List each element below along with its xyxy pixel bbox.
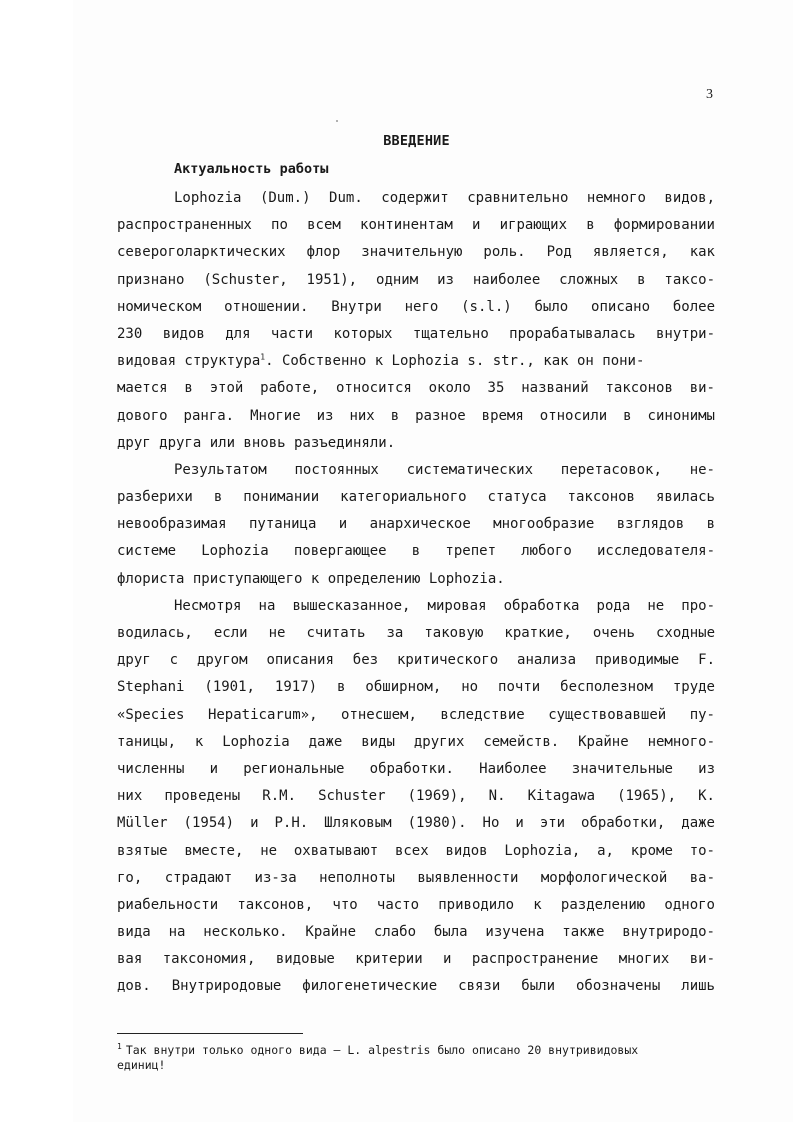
page-number: 3 bbox=[706, 87, 713, 102]
text-line: риабельности таксонов, что часто приводило к разделению одного bbox=[117, 896, 715, 913]
text-line: дов. Внутриродовые филогенетические связи были обозначены лишь bbox=[117, 978, 715, 995]
subsection-heading: Актуальность работы bbox=[174, 161, 329, 177]
text-line: «Species Hepaticarum», отнесшем, вследствие существовавшей пу- bbox=[117, 706, 715, 723]
text-fragment: видовая структура bbox=[117, 353, 261, 370]
text-line bbox=[117, 348, 715, 375]
text-line: невообразимая путаница и анархическое многообразие взглядов в bbox=[117, 516, 715, 533]
text-line: североголарктических флор значительную роль. Род является, как bbox=[117, 244, 715, 261]
footnote-reference: 1 bbox=[260, 352, 266, 362]
text-fragment: . Собственно к Lophozia s. str., как он пони- bbox=[265, 353, 645, 370]
text-line: вая таксономия, видовые критерии и распространение многих ви- bbox=[117, 951, 715, 968]
footnote-mark: 1 bbox=[117, 1042, 122, 1052]
text-line: друг друга или вновь разъединяли. bbox=[117, 434, 396, 451]
text-line: 230 видов для части которых тщательно прорабатывалась внутри- bbox=[117, 325, 715, 342]
text-line: Lophozia (Dum.) Dum. содержит сравнительно немного видов, bbox=[174, 190, 715, 206]
text-line: взятые вместе, не охватывают всех видов Lophozia, а, кроме то- bbox=[117, 842, 715, 859]
text-line: Stephani (1901, 1917) в обширном, но почти бесполезном труде bbox=[117, 679, 715, 696]
text-line: мается в этой работе, относится около 35 названий таксонов ви- bbox=[117, 380, 715, 397]
body-text bbox=[117, 185, 715, 1001]
text-line: разберихи в понимании категориального статуса таксонов явилась bbox=[117, 489, 715, 506]
text-line: них проведены R.M. Schuster (1969), N. Kitagawa (1965), K. bbox=[117, 788, 715, 805]
footnote-line bbox=[117, 1043, 717, 1058]
page-margin bbox=[0, 0, 73, 1122]
text-line: Müller (1954) и Р.Н. Шляковым (1980). Но и эти обработки, даже bbox=[117, 815, 715, 832]
text-line: номическом отношении. Внутри него (s.l.) было описано более bbox=[117, 298, 715, 315]
text-line: вида на несколько. Крайне слабо была изучена также внутриродо- bbox=[117, 924, 715, 941]
footnote-separator bbox=[117, 1033, 303, 1034]
footnote-line: единиц! bbox=[117, 1058, 166, 1072]
text-line: распространенных по всем континентам и играющих в формировании bbox=[117, 217, 715, 234]
text-line: таницы, к Lophozia даже виды других семейств. Крайне немного- bbox=[117, 733, 715, 750]
scan-speck bbox=[336, 120, 338, 122]
footnote bbox=[117, 1043, 717, 1073]
text-line: флориста приступающего к определению Lophozia. bbox=[117, 570, 505, 587]
text-line: Результатом постоянных систематических перетасовок, не- bbox=[174, 461, 715, 478]
text-line: друг с другом описания без критического анализа приводимые F. bbox=[117, 652, 715, 669]
text-line: го, страдают из-за неполноты выявленности морфологической ва- bbox=[117, 869, 715, 886]
text-line: Несмотря на вышесказанное, мировая обработка рода не про- bbox=[174, 597, 715, 614]
text-line: водилась, если не считать за таковую краткие, очень сходные bbox=[117, 625, 715, 641]
text-line: дового ранга. Многие из них в разное время относили в синонимы bbox=[117, 407, 715, 424]
text-line: признано (Schuster, 1951), одним из наиболее сложных в таксо- bbox=[117, 271, 715, 288]
footnote-text: Так внутри только одного вида – L. alpestris было описано 20 внутривидовых bbox=[125, 1043, 639, 1057]
text-line: численны и региональные обработки. Наиболее значительные из bbox=[117, 760, 715, 777]
section-heading: ВВЕДЕНИЕ bbox=[383, 133, 450, 149]
text-line: системе Lophozia повергающее в трепет любого исследователя- bbox=[117, 543, 715, 560]
